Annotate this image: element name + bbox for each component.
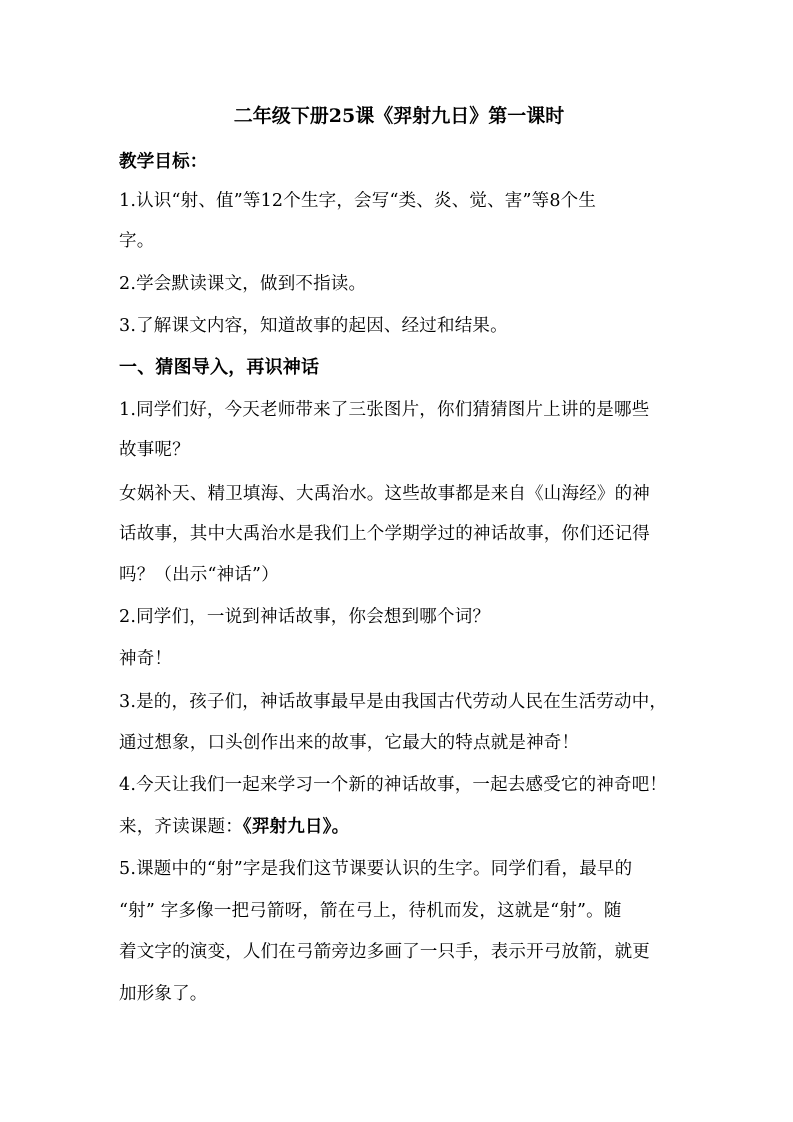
paragraph-5-line-1: 3.是的，孩子们，神话故事最早是由我国古代劳动人民在生活劳动中， <box>119 692 668 712</box>
goal-1-line-1: 1.认识“射、值”等12个生字，会写“类、炎、觉、害”等8个生 <box>119 191 597 211</box>
paragraph-3: 2.同学们，一说到神话故事，你会想到哪个词？ <box>119 607 491 627</box>
paragraph-2-line-1: 女娲补天、精卫填海、大禹治水。这些故事都是来自《山海经》的神 <box>119 484 650 504</box>
paragraph-5-line-2: 通过想象，口头创作出来的故事，它最大的特点就是神奇！ <box>119 733 580 753</box>
paragraph-8-line-3: 着文字的演变，人们在弓箭旁边多画了一只手，表示开弓放箭，就更 <box>119 942 650 962</box>
paragraph-2-line-3: 吗？（出示“神话”） <box>119 565 279 585</box>
goal-1-line-2: 字。 <box>119 231 155 251</box>
paragraph-1-line-1: 1.同学们好，今天老师带来了三张图片，你们猜猜图片上讲的是哪些 <box>119 400 650 420</box>
goal-2: 2.学会默读课文，做到不指读。 <box>119 274 367 294</box>
paragraph-8-line-2: “射” 字多像一把弓箭呀，箭在弓上，待机而发，这就是“射”。随 <box>119 901 622 921</box>
teaching-goals-heading: 教学目标： <box>119 152 208 172</box>
lesson-title-bold: 《羿射九日》。 <box>242 817 350 837</box>
read-title-prompt: 来，齐读课题： <box>119 817 243 837</box>
document-title: 二年级下册25课《羿射九日》第一课时 <box>233 105 565 127</box>
paragraph-6: 4.今天让我们一起来学习一个新的神话故事，一起去感受它的神奇吧！ <box>119 775 668 795</box>
paragraph-4: 神奇！ <box>119 649 173 669</box>
paragraph-1-line-2: 故事呢？ <box>119 440 190 460</box>
paragraph-7 <box>119 813 679 841</box>
paragraph-8-line-4: 加形象了。 <box>119 984 208 1004</box>
paragraph-2-line-2: 话故事，其中大禹治水是我们上个学期学过的神话故事，你们还记得 <box>119 524 650 544</box>
goal-3: 3.了解课文内容，知道故事的起因、经过和结果。 <box>119 316 508 336</box>
paragraph-8-line-1: 5.课题中的“射”字是我们这节课要认识的生字。同学们看，最早的 <box>119 859 633 879</box>
section-1-heading: 一、猜图导入，再识神话 <box>119 357 320 378</box>
